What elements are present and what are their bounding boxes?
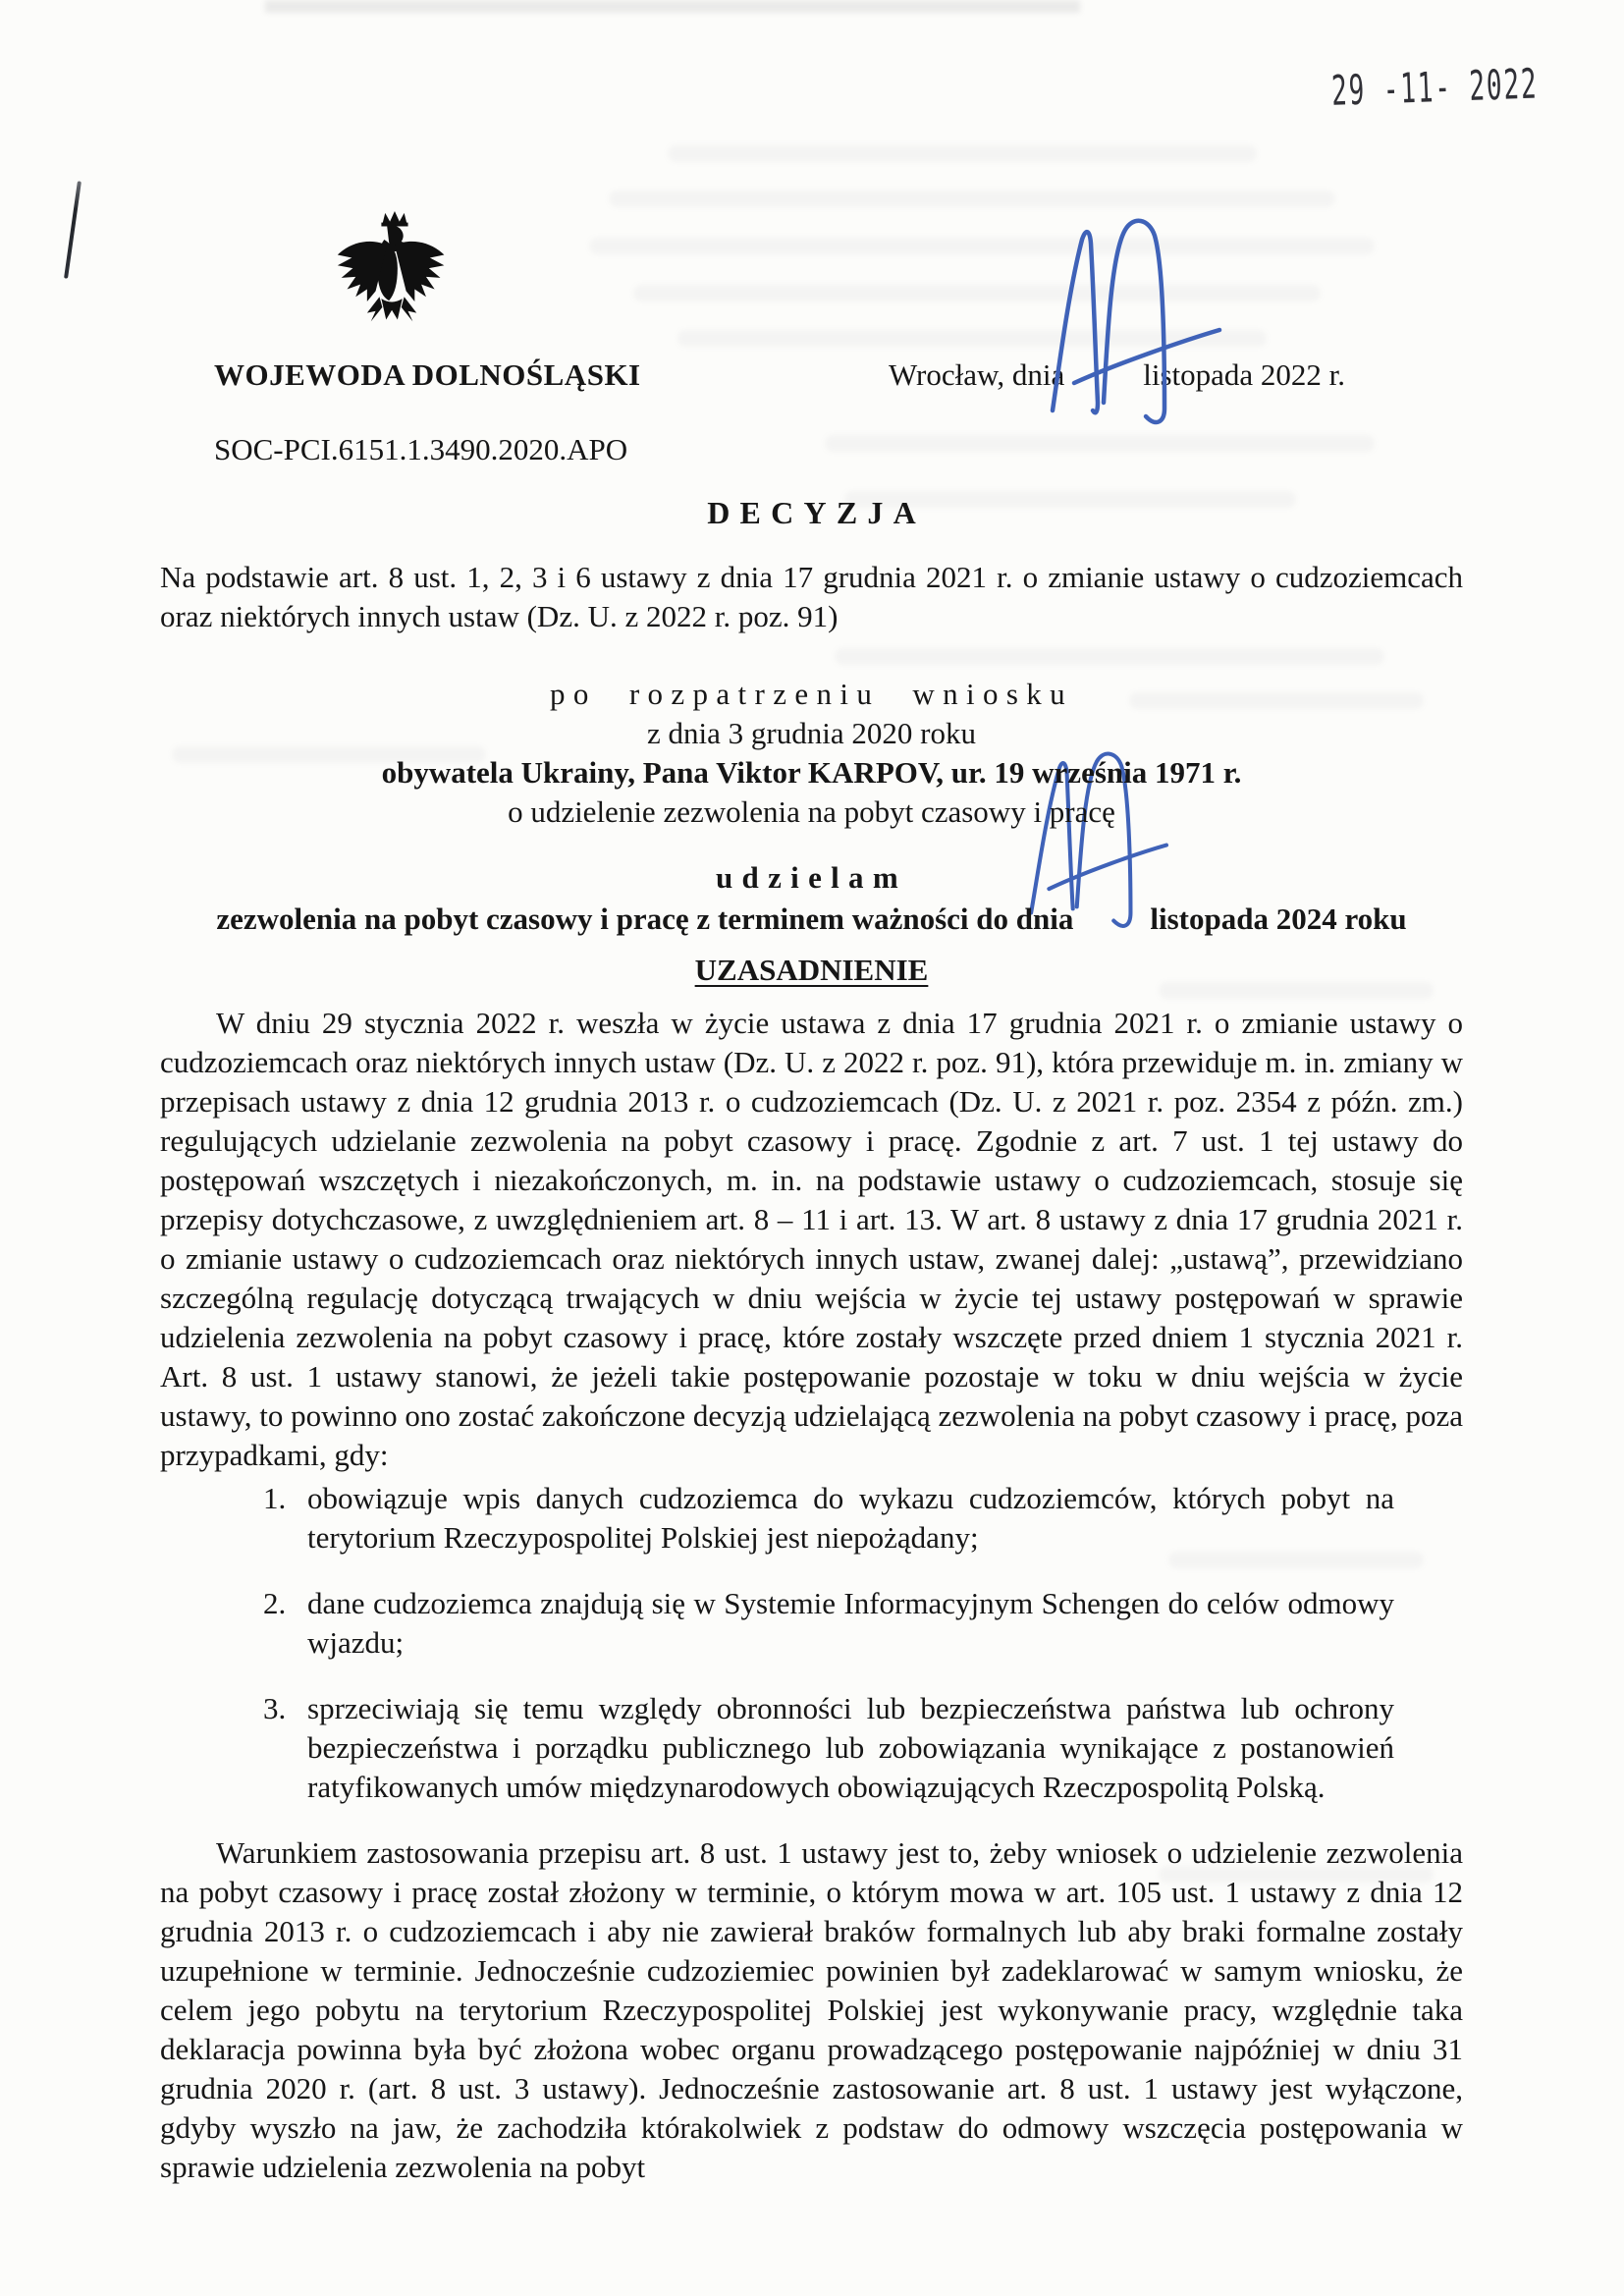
list-item (263, 1689, 1394, 1807)
place-date-prefix: Wrocław, dnia (889, 357, 1065, 392)
grant-verb: udzielam (716, 860, 907, 895)
bleedthrough-smudge (633, 285, 1321, 301)
bleedthrough-smudge (668, 145, 1257, 162)
grant-before-day: zezwolenia na pobyt czasowy i pracę z terminem ważności do dnia (216, 902, 1074, 936)
application-line-4: o udzielenie zezwolenia na pobyt czasowy i pracę (508, 794, 1115, 829)
bleedthrough-smudge (609, 191, 1335, 207)
place-date-suffix: listopada 2022 r. (1143, 357, 1346, 392)
place-and-date-line (889, 357, 1345, 393)
application-line-2: z dnia 3 grudnia 2020 roku (647, 716, 976, 750)
list-item (263, 1584, 1394, 1663)
polish-eagle-emblem-icon (332, 206, 456, 338)
bleedthrough-smudge (677, 330, 1267, 347)
justification-body (160, 1004, 1463, 2187)
justification-paragraph-2: Warunkiem zastosowania przepisu art. 8 ust. 1 ustawy jest to, żeby wniosek o udzielenie zezwolenia na pobyt czasowy i pracę został złożony w terminie, o którym mowa w art. 105 ust. 1 ustawy z dnia 12 grudnia 2013 r. o cudzoziemcach i aby nie zawierał braków formalnych lub aby braki formalne zostały uzupełnione w terminie. Jednocześnie cudzoziemiec powinien był zadeklarować w samym wniosku, że celem jego pobytu na terytorium Rzeczypospolitej Polskiej jest wykonywanie pracy, względnie taka deklaracja powinna była być złożona wobec organu prowadzącego postępowanie najpóźniej w dniu 31 grudnia 2020 r. (art. 8 ust. 3 ustawy). Jednocześnie zastosowanie art. 8 ust. 1 ustawy jest wyłączone, gdyby wyszło na jaw, że zachodziła którakolwiek z podstaw do odmowy wszczęcia postępowania w sprawie udzielenia zezwolenia na pobyt (160, 1835, 1463, 2184)
list-item (263, 1479, 1394, 1558)
received-date-stamp (1330, 55, 1624, 115)
bleedthrough-smudge (825, 435, 1375, 452)
document-title: DECYZJA (707, 495, 927, 530)
scan-edge-smudge (265, 0, 1080, 13)
application-block (160, 675, 1463, 832)
list-item-number: 3. (263, 1691, 287, 1725)
pen-mark-artifact (64, 181, 81, 279)
application-line-1: po rozpatrzeniu wniosku (549, 677, 1074, 711)
list-item-number: 1. (263, 1481, 287, 1515)
list-item-text: sprzeciwiają się temu względy obronności lub bezpieczeństwa państwa lub ochrony bezpieczeństwa i porządku publicznego lub zobowiązania wynikające z postanowień ratyfikowanych umów międzynarodowych obowiązujących Rzeczpospolitą Polską. (307, 1691, 1394, 1804)
exceptions-list (263, 1479, 1394, 1807)
applicant-identity-line: obywatela Ukrainy, Pana Viktor KARPOV, ur. 19 września 1971 r. (381, 755, 1242, 790)
legal-basis-paragraph: Na podstawie art. 8 ust. 1, 2, 3 i 6 ustawy z dnia 17 grudnia 2021 r. o zmianie ustawy o cudzoziemcach oraz niektórych innych ustaw (Dz. U. z 2022 r. poz. 91) (160, 560, 1463, 633)
received-date-text: 29 -11- 2022 (1330, 59, 1540, 115)
list-item-text: obowiązuje wpis danych cudzoziemca do wykazu cudzoziemców, których pobyt na terytorium Rzeczypospolitej Polskiej jest niepożądany; (307, 1481, 1394, 1555)
bleedthrough-smudge (589, 238, 1375, 254)
grant-line (160, 900, 1463, 939)
issuing-authority: WOJEWODA DOLNOŚLĄSKI (214, 357, 641, 392)
grant-after-day: listopada 2024 roku (1150, 902, 1407, 936)
justification-heading: UZASADNIENIE (694, 953, 929, 987)
justification-paragraph-1: W dniu 29 stycznia 2022 r. weszła w życie ustawa z dnia 17 grudnia 2021 r. o zmianie ustawy o cudzoziemcach oraz niektórych innych ustaw (Dz. U. z 2022 r. poz. 91), która przewiduje m. in. zmiany w przepisach ustawy z dnia 12 grudnia 2013 r. o cudzoziemcach (Dz. U. z 2021 r. poz. 2354 z późn. zm.) regulujących udzielanie zezwolenia na pobyt czasowy i pracę. Zgodnie z art. 7 ust. 1 tej ustawy do postępowań wszczętych i niezakończonych, m. in. na podstawie ustawy o cudzoziemcach, stosuje się przepisy dotychczasowe, z uwzględnieniem art. 8 – 11 i art. 13. W art. 8 ustawy z dnia 17 grudnia 2021 r. o zmianie ustawy o cudzoziemcach oraz niektórych innych ustaw, zwanej dalej: „ustawą”, przewidziano szczególną regulację dotyczącą trwających w dniu wejścia w życie tej ustawy postępowań w sprawie udzielenia zezwolenia na pobyt czasowy i pracę, które zostały wszczęte przed dniem 1 stycznia 2021 r. Art. 8 ust. 1 ustawy stanowi, że jeżeli takie postępowanie pozostaje w toku w dniu wejścia w życie ustawy, to powinno ono zostać zakończone decyzją udzielającą zezwolenia na pobyt czasowy i pracę, poza przypadkami, gdy: (160, 1006, 1463, 1472)
bleedthrough-smudge (835, 648, 1384, 665)
list-item-text: dane cudzoziemca znajdują się w Systemie Informacyjnym Schengen do celów odmowy wjazdu; (307, 1586, 1394, 1660)
case-reference-number: SOC-PCI.6151.1.3490.2020.APO (214, 432, 628, 466)
list-item-number: 2. (263, 1586, 287, 1620)
